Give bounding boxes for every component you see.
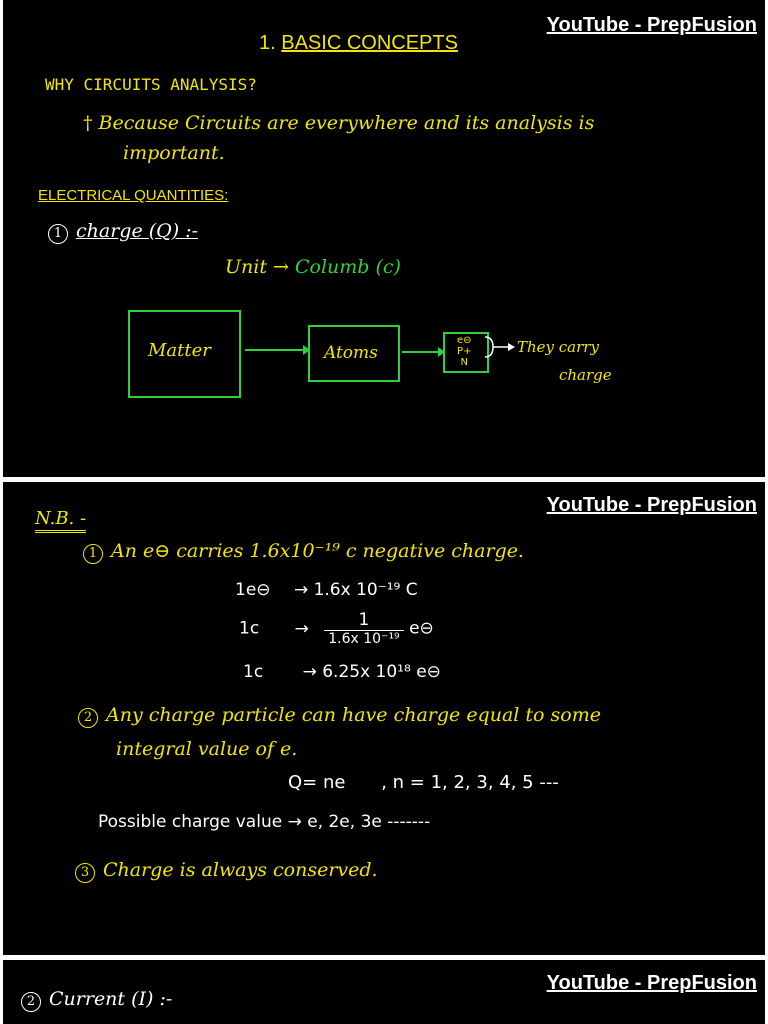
atoms-box bbox=[308, 325, 400, 382]
matter-box bbox=[128, 310, 241, 398]
point-1-text: An e⊖ carries 1.6x10⁻¹⁹ c negative charge. bbox=[111, 540, 524, 562]
eq-1-left: 1e⊖ bbox=[235, 580, 271, 600]
unit-line bbox=[225, 256, 401, 278]
charge-formula-eq: Q= ne bbox=[288, 772, 346, 793]
title-number: 1. bbox=[259, 32, 276, 54]
brand-label: YouTube - PrepFusion bbox=[546, 14, 757, 36]
eq-2 bbox=[239, 610, 434, 647]
atoms-label: Atoms bbox=[324, 343, 378, 363]
point-2-number: 2 bbox=[78, 708, 98, 728]
brace-arrow bbox=[481, 335, 517, 359]
eq-1-right: → 1.6x 10⁻¹⁹ C bbox=[293, 580, 418, 600]
particles-list bbox=[457, 335, 472, 368]
eq-3 bbox=[243, 662, 441, 682]
point-3-number: 3 bbox=[75, 863, 95, 883]
bullet-dagger: † bbox=[83, 112, 93, 134]
page-3 bbox=[3, 960, 765, 1024]
particle-neutron: N bbox=[460, 357, 468, 368]
eq-3-left: 1c bbox=[243, 662, 264, 682]
point-3-text: Charge is always conserved. bbox=[103, 859, 378, 881]
point-1 bbox=[83, 540, 524, 564]
arrow-matter-atoms bbox=[243, 340, 311, 360]
unit-arrow: → bbox=[273, 256, 289, 278]
title-text: BASIC CONCEPTS bbox=[281, 32, 458, 54]
because-line-1 bbox=[83, 112, 594, 134]
possible-values: Possible charge value → e, 2e, 3e ------- bbox=[98, 812, 431, 832]
unit-label: Unit bbox=[225, 256, 267, 278]
eq-3-right: → 6.25x 10¹⁸ e⊖ bbox=[302, 662, 441, 682]
particle-electron: e⊖ bbox=[457, 335, 472, 346]
eq-2-numerator: 1 bbox=[324, 610, 403, 631]
brand-label: YouTube - PrepFusion bbox=[546, 494, 757, 516]
page-2 bbox=[3, 482, 765, 955]
eq-2-left: 1c bbox=[239, 618, 260, 639]
arrow-atoms-particles bbox=[400, 342, 446, 362]
current-number: 2 bbox=[21, 992, 41, 1012]
point-1-number: 1 bbox=[83, 544, 103, 564]
page-title bbox=[259, 32, 458, 55]
charge-formula-n: , n = 1, 2, 3, 4, 5 --- bbox=[381, 772, 559, 793]
carry-line-2: charge bbox=[559, 366, 612, 384]
point-2-line-2: integral value of e. bbox=[116, 738, 298, 760]
current-heading bbox=[21, 988, 172, 1012]
charge-label: charge (Q) :- bbox=[76, 220, 198, 242]
charge-formula bbox=[288, 772, 559, 793]
because-text-1: Because Circuits are everywhere and its analysis is bbox=[98, 112, 595, 134]
eq-2-unit: e⊖ bbox=[409, 618, 434, 639]
point-2-line-1 bbox=[78, 704, 601, 728]
eq-2-fraction bbox=[324, 610, 403, 647]
point-2-text-1: Any charge particle can have charge equal to some bbox=[106, 704, 601, 726]
particle-proton: P+ bbox=[457, 346, 472, 357]
eq-2-arrow: → bbox=[294, 618, 309, 639]
because-line-2: important. bbox=[123, 142, 225, 164]
carry-line-1: They carry bbox=[517, 338, 599, 356]
nb-label: N.B. - bbox=[35, 508, 86, 533]
eq-1 bbox=[235, 580, 418, 600]
charge-heading bbox=[48, 220, 198, 244]
page-1 bbox=[3, 0, 765, 477]
point-3 bbox=[75, 859, 378, 883]
brand-label: YouTube - PrepFusion bbox=[546, 972, 757, 994]
eq-2-denominator: 1.6x 10⁻¹⁹ bbox=[328, 631, 400, 647]
unit-value: Columb (c) bbox=[294, 256, 401, 278]
charge-number: 1 bbox=[48, 224, 68, 244]
matter-label: Matter bbox=[148, 340, 211, 361]
why-heading: WHY CIRCUITS ANALYSIS? bbox=[45, 75, 257, 94]
electrical-quantities-heading: ELECTRICAL QUANTITIES: bbox=[38, 187, 229, 204]
current-label: Current (I) :- bbox=[49, 988, 173, 1010]
